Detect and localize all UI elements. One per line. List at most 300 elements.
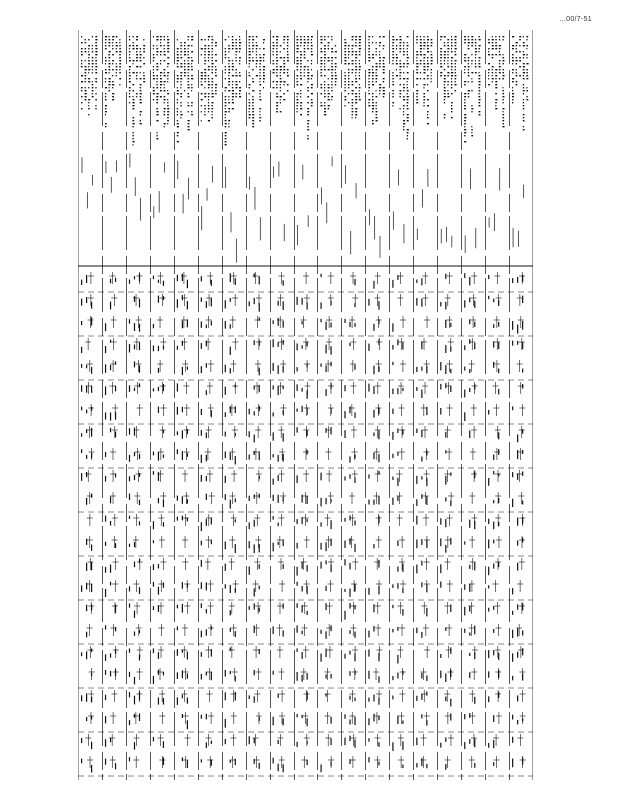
header-glyph <box>396 57 398 58</box>
header-glyph <box>352 45 354 46</box>
cell-glyph <box>522 648 523 655</box>
header-glyph <box>488 72 489 73</box>
header-glyph <box>407 60 408 61</box>
header-glyph <box>471 105 472 106</box>
header-glyph <box>95 42 96 43</box>
header-glyph <box>140 90 142 91</box>
header-glyph <box>331 66 333 67</box>
header-glyph <box>352 102 354 103</box>
header-glyph <box>471 45 473 46</box>
header-glyph <box>403 123 405 124</box>
cell-glyph <box>201 582 202 589</box>
header-glyph <box>129 81 131 82</box>
cell-glyph <box>278 495 279 503</box>
header-glyph <box>372 81 373 82</box>
header-glyph <box>109 84 111 85</box>
header-glyph <box>119 42 120 43</box>
header-glyph <box>228 81 230 82</box>
cell-glyph <box>86 651 87 659</box>
cell-glyph <box>153 346 154 352</box>
header-glyph <box>136 75 137 76</box>
header-glyph <box>495 75 497 76</box>
cell-glyph <box>182 714 183 718</box>
cell-glyph <box>498 653 499 660</box>
header-glyph <box>475 72 477 73</box>
header-glyph <box>188 57 190 58</box>
header-glyph <box>212 39 214 40</box>
header-glyph <box>344 96 346 97</box>
cell-glyph <box>325 428 326 433</box>
cell-glyph <box>201 343 202 349</box>
header-glyph <box>283 48 285 49</box>
header-glyph <box>492 66 494 67</box>
header-glyph <box>447 66 449 67</box>
header-glyph <box>464 129 466 130</box>
cell-glyph <box>416 628 417 634</box>
header-glyph <box>188 129 190 130</box>
header-glyph <box>256 57 257 58</box>
header-glyph <box>344 75 346 76</box>
header-glyph <box>256 60 258 61</box>
cell-glyph <box>402 741 403 750</box>
header-glyph <box>208 54 210 55</box>
header-glyph <box>160 78 162 79</box>
header-glyph <box>455 81 456 82</box>
cell-glyph <box>440 302 441 306</box>
cell-glyph <box>512 676 513 680</box>
cell-glyph <box>517 563 518 571</box>
header-glyph <box>249 117 251 118</box>
header-glyph <box>160 45 162 46</box>
header-glyph <box>311 99 313 100</box>
cell-glyph <box>230 647 231 651</box>
header-glyph <box>455 36 457 37</box>
header-glyph <box>136 72 138 73</box>
header-glyph <box>188 75 189 76</box>
cell-glyph <box>392 605 393 608</box>
header-glyph <box>228 123 229 124</box>
header-glyph <box>311 54 313 55</box>
header-glyph <box>447 60 448 61</box>
cell-glyph <box>307 611 308 615</box>
header-glyph <box>164 60 166 61</box>
header-glyph <box>129 57 131 58</box>
cell-glyph <box>488 650 489 658</box>
header-glyph <box>136 60 138 61</box>
header-glyph <box>372 84 374 85</box>
cell-glyph <box>187 760 188 768</box>
header-glyph <box>328 99 330 100</box>
cell-glyph <box>344 385 345 391</box>
header-glyph <box>160 90 162 91</box>
header-glyph <box>447 84 448 85</box>
cell-glyph <box>320 274 321 277</box>
cell-glyph <box>445 302 446 310</box>
cell-glyph <box>450 538 451 545</box>
cell-glyph <box>464 412 465 421</box>
cell-glyph <box>249 522 250 529</box>
cell-glyph <box>81 738 82 743</box>
header-glyph <box>468 48 470 49</box>
cell-glyph <box>517 473 518 479</box>
cell-glyph <box>421 539 422 545</box>
cell-glyph <box>320 630 321 634</box>
header-glyph <box>129 54 130 55</box>
header-glyph <box>276 60 278 61</box>
header-glyph <box>239 39 240 40</box>
cell-glyph <box>297 367 298 371</box>
cell-glyph <box>283 301 284 310</box>
header-glyph <box>228 111 230 112</box>
header-glyph <box>431 45 433 46</box>
header-glyph <box>208 87 209 88</box>
header-glyph <box>331 87 332 88</box>
header-glyph <box>359 45 361 46</box>
cell-glyph <box>426 692 427 696</box>
header-glyph <box>252 39 254 40</box>
header-glyph <box>119 66 121 67</box>
header-glyph <box>331 99 332 100</box>
cell-glyph <box>445 673 446 682</box>
header-glyph <box>359 48 361 49</box>
cell-glyph <box>498 562 499 568</box>
header-glyph <box>495 78 496 79</box>
cell-glyph <box>230 610 231 615</box>
cell-glyph <box>464 345 465 350</box>
cell-glyph <box>512 278 513 283</box>
header-glyph <box>132 117 134 118</box>
header-glyph <box>167 99 168 100</box>
cell-glyph <box>115 604 116 612</box>
header-glyph <box>499 36 500 37</box>
cell-glyph <box>469 565 470 569</box>
cell-glyph <box>349 343 350 346</box>
header-glyph <box>228 36 229 37</box>
header-glyph <box>116 51 118 52</box>
header-glyph <box>479 45 481 46</box>
header-glyph <box>399 36 401 37</box>
header-glyph <box>95 57 96 58</box>
cell-glyph <box>330 383 331 389</box>
header-glyph <box>311 75 313 76</box>
cell-glyph <box>153 388 154 391</box>
header-glyph <box>348 102 349 103</box>
header-glyph <box>156 96 158 97</box>
cell-glyph <box>440 408 441 415</box>
header-glyph <box>235 42 237 43</box>
header-glyph <box>177 39 178 40</box>
header-glyph <box>427 69 428 70</box>
cell-glyph <box>474 652 475 659</box>
cell-glyph <box>134 562 135 568</box>
header-glyph <box>88 45 90 46</box>
header-glyph <box>376 69 378 70</box>
cell-glyph <box>273 363 274 371</box>
header-glyph <box>502 36 504 37</box>
cell-glyph <box>115 763 116 769</box>
cell-glyph <box>512 630 513 638</box>
header-glyph <box>239 93 240 94</box>
header-glyph <box>352 48 353 49</box>
header-glyph <box>109 87 110 88</box>
cell-glyph <box>498 498 499 503</box>
header-glyph <box>263 60 264 61</box>
header-glyph <box>239 63 240 64</box>
header-glyph <box>479 63 481 64</box>
header-glyph <box>239 36 240 37</box>
header-glyph <box>403 87 405 88</box>
cell-glyph <box>320 562 321 569</box>
header-glyph <box>471 126 472 127</box>
header-glyph <box>249 66 250 67</box>
header-glyph <box>440 75 442 76</box>
cell-glyph <box>302 715 303 718</box>
header-glyph <box>105 126 106 127</box>
header-glyph <box>208 48 209 49</box>
cell-glyph <box>134 388 135 391</box>
header-glyph <box>464 99 465 100</box>
cell-glyph <box>297 384 298 391</box>
header-glyph <box>167 78 168 79</box>
header-glyph <box>109 66 111 67</box>
header-glyph <box>204 96 206 97</box>
cell-glyph <box>416 540 417 549</box>
cell-glyph <box>297 519 298 524</box>
header-glyph <box>164 123 166 124</box>
header-glyph <box>204 51 205 52</box>
cell-glyph <box>349 719 350 724</box>
cell-glyph <box>469 388 470 392</box>
header-glyph <box>300 42 302 43</box>
cell-glyph <box>230 406 231 413</box>
cell-glyph <box>153 676 154 684</box>
header-glyph <box>132 60 134 61</box>
header-glyph <box>153 99 154 100</box>
cell-glyph <box>344 738 345 746</box>
cell-glyph <box>110 565 111 573</box>
header-glyph <box>526 45 528 46</box>
cell-glyph <box>254 494 255 498</box>
cell-glyph <box>397 673 398 679</box>
header-glyph <box>273 42 274 43</box>
header-glyph <box>307 36 309 37</box>
header-glyph <box>160 36 162 37</box>
cell-glyph <box>469 319 470 324</box>
header-glyph <box>95 63 96 64</box>
header-glyph <box>112 54 114 55</box>
header-glyph <box>300 90 301 91</box>
header-glyph <box>335 69 336 70</box>
cell-glyph <box>392 696 393 700</box>
cell-glyph <box>320 654 321 662</box>
header-glyph <box>523 57 524 58</box>
header-glyph <box>136 36 138 37</box>
cell-glyph <box>392 477 393 480</box>
header-glyph <box>495 39 496 40</box>
cell-glyph <box>522 718 523 721</box>
header-glyph <box>297 36 298 37</box>
header-glyph <box>379 93 380 94</box>
header-glyph <box>88 54 90 55</box>
header-glyph <box>215 75 217 76</box>
cell-glyph <box>450 647 451 654</box>
header-glyph <box>225 54 227 55</box>
cell-glyph <box>254 273 255 277</box>
header-glyph <box>423 93 425 94</box>
cell-glyph <box>349 671 350 676</box>
header-glyph <box>344 51 346 52</box>
cell-glyph <box>302 388 303 392</box>
header-glyph <box>416 42 417 43</box>
header-glyph <box>140 54 142 55</box>
cell-glyph <box>225 494 226 500</box>
cell-glyph <box>373 500 374 505</box>
header-glyph <box>85 90 87 91</box>
header-glyph <box>407 36 409 37</box>
header-glyph <box>109 78 111 79</box>
cell-glyph <box>330 625 331 631</box>
cell-glyph <box>115 649 116 654</box>
cell-glyph <box>426 720 427 726</box>
header-glyph <box>519 45 520 46</box>
cell-glyph <box>426 496 427 505</box>
cell-glyph <box>445 383 446 388</box>
header-glyph <box>383 93 385 94</box>
cell-glyph <box>206 494 207 500</box>
header-glyph <box>331 48 333 49</box>
header-glyph <box>191 114 193 115</box>
cell-glyph <box>302 605 303 612</box>
header-glyph <box>283 93 285 94</box>
header-glyph <box>119 72 121 73</box>
cell-glyph <box>512 653 513 661</box>
header-glyph <box>444 45 446 46</box>
cell-glyph <box>81 407 82 411</box>
cell-glyph <box>86 563 87 571</box>
header-glyph <box>372 123 374 124</box>
header-glyph <box>204 114 205 115</box>
cell-glyph <box>211 410 212 417</box>
header-glyph <box>132 120 134 121</box>
header-glyph <box>444 60 445 61</box>
header-glyph <box>368 45 370 46</box>
header-glyph <box>427 123 429 124</box>
cell-glyph <box>421 561 422 566</box>
cell-glyph <box>81 449 82 453</box>
header-glyph <box>239 90 241 91</box>
header-glyph <box>311 60 312 61</box>
cell-glyph <box>421 673 422 679</box>
header-glyph <box>444 87 446 88</box>
header-glyph <box>471 90 472 91</box>
cell-glyph <box>139 342 140 350</box>
header-glyph <box>239 60 240 61</box>
cell-glyph <box>421 494 422 499</box>
header-glyph <box>523 78 525 79</box>
header-glyph <box>399 96 400 97</box>
cell-glyph <box>354 365 355 370</box>
header-glyph <box>232 42 234 43</box>
cell-glyph <box>512 715 513 720</box>
cell-glyph <box>81 299 82 306</box>
cell-glyph <box>278 542 279 545</box>
cell-glyph <box>129 692 130 697</box>
cell-glyph <box>283 340 284 345</box>
cell-glyph <box>187 517 188 521</box>
cell-glyph <box>330 674 331 679</box>
header-glyph <box>495 99 497 100</box>
header-glyph <box>283 42 284 43</box>
cell-glyph <box>134 452 135 456</box>
header-glyph <box>177 120 178 121</box>
header-glyph <box>407 114 409 115</box>
cell-glyph <box>325 603 326 610</box>
cell-glyph <box>522 429 523 433</box>
header-glyph <box>184 42 186 43</box>
header-glyph <box>167 93 169 94</box>
header-glyph <box>423 102 424 103</box>
cell-glyph <box>517 604 518 609</box>
header-glyph <box>225 51 226 52</box>
cell-glyph <box>330 346 331 354</box>
header-glyph <box>160 87 161 88</box>
header-glyph <box>403 78 405 79</box>
cell-glyph <box>129 319 130 324</box>
cell-glyph <box>110 582 111 586</box>
cell-glyph <box>283 497 284 502</box>
cell-glyph <box>273 758 274 764</box>
header-glyph <box>273 63 275 64</box>
cell-glyph <box>302 345 303 348</box>
header-glyph <box>479 81 481 82</box>
header-glyph <box>287 75 289 76</box>
header-glyph <box>423 69 425 70</box>
header-glyph <box>164 126 165 127</box>
header-glyph <box>167 39 169 40</box>
header-glyph <box>297 42 298 43</box>
cell-glyph <box>110 671 111 677</box>
cell-glyph <box>139 274 140 282</box>
cell-glyph <box>344 430 345 438</box>
header-glyph <box>348 69 349 70</box>
cell-glyph <box>105 625 106 629</box>
header-glyph <box>499 72 501 73</box>
header-glyph <box>228 48 230 49</box>
header-glyph <box>311 102 313 103</box>
cell-glyph <box>134 696 135 705</box>
header-glyph <box>156 54 157 55</box>
cell-glyph <box>522 517 523 524</box>
header-glyph <box>451 81 452 82</box>
header-glyph <box>119 51 121 52</box>
header-glyph <box>167 57 169 58</box>
header-glyph <box>225 87 227 88</box>
cell-glyph <box>259 649 260 654</box>
header-glyph <box>344 39 345 40</box>
header-glyph <box>132 141 134 142</box>
cell-glyph <box>297 475 298 483</box>
header-glyph <box>311 93 313 94</box>
cell-glyph <box>368 738 369 742</box>
header-glyph <box>355 93 357 94</box>
header-glyph <box>252 123 254 124</box>
header-glyph <box>324 69 326 70</box>
cell-glyph <box>421 457 422 462</box>
header-glyph <box>471 132 472 133</box>
header-glyph <box>475 42 477 43</box>
header-glyph <box>502 111 503 112</box>
header-glyph <box>160 75 161 76</box>
